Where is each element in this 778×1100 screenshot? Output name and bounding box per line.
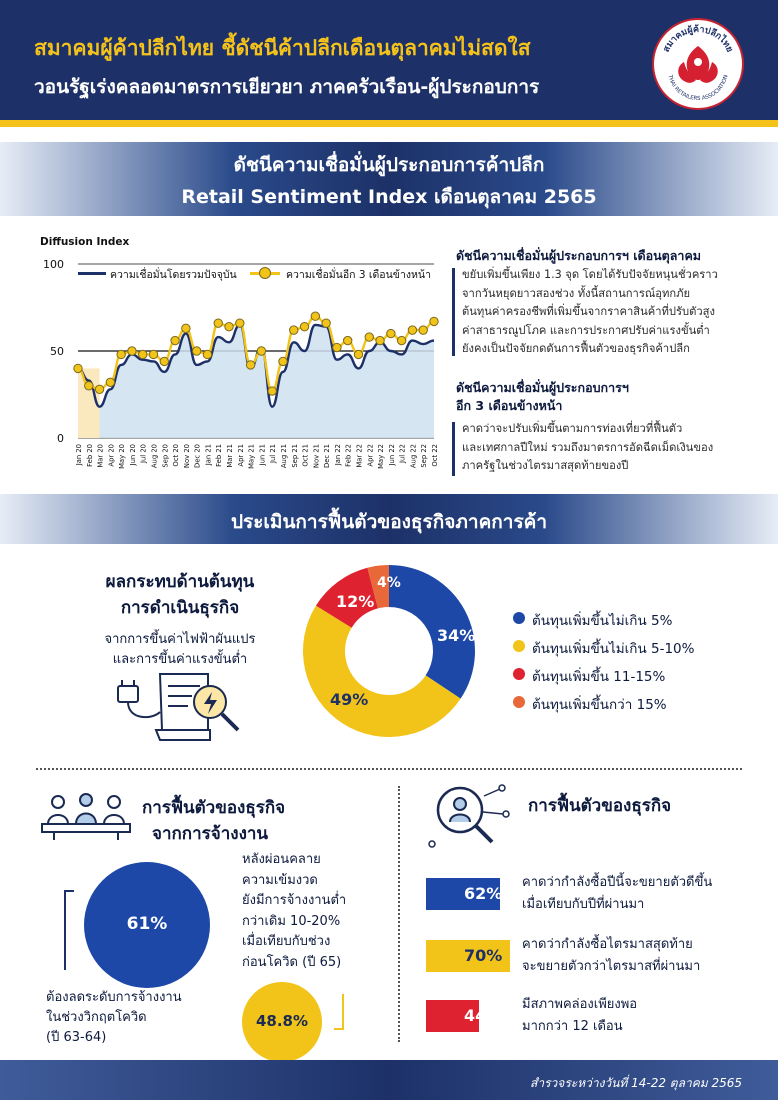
x-tick-label: Feb 22 xyxy=(344,444,353,467)
forward-index-rule xyxy=(452,422,455,476)
legend-dot-red xyxy=(513,668,525,680)
survey-date: สำรวจระหว่างวันที่ 14-22 ตุลาคม 2565 xyxy=(530,1076,742,1090)
y-tick-label: 100 xyxy=(43,258,64,271)
electric-bill-icon xyxy=(112,664,252,746)
horizontal-divider xyxy=(36,768,742,770)
forward-point-28 xyxy=(376,336,384,344)
page-subtitle: วอนรัฐเร่งคลอดมาตรการเยียวยา ภาคครัวเรือน-ผู้ประกอบการ xyxy=(34,76,540,98)
legend-current-swatch xyxy=(78,272,106,275)
current-index-rule xyxy=(452,268,455,356)
current-index-body: ขยับเพิ่มขึ้นเพียง 1.3 จุด โดยได้รับปัจจัยหนุนชั่วคราว จากวันหยุดยาวสองช่วง ทั้งนี้สถานการณ์อุทกภัย ต้นทุนค่าครองชีพที่เพิ่มขึ้นจากราคาสินค้าที่ปรับตัวสูง ค่าสาธารณูปโภค และการประกาศปรับค่าแรงขั้นต่ำ ยังคงเป็นปัจจัยกดดันการฟื้นตัวของธุรกิจค้าปลีก xyxy=(462,268,718,355)
forward-point-25 xyxy=(343,336,351,344)
logo-emblem-icon xyxy=(654,20,742,108)
employment-cut-pct: 61% xyxy=(126,914,168,934)
forward-point-15 xyxy=(236,319,244,327)
x-tick-label: Apr 22 xyxy=(366,444,375,467)
forward-point-0 xyxy=(74,364,82,372)
legend-cost-2: ต้นทุนเพิ่มขึ้นไม่เกิน 5-10% xyxy=(532,641,695,657)
legend-cost-3: ต้นทุนเพิ่มขึ้น 11-15% xyxy=(532,669,666,685)
x-tick-label: Apr 20 xyxy=(107,444,116,467)
forward-point-2 xyxy=(95,385,103,393)
x-tick-label: Oct 20 xyxy=(172,444,181,467)
legend-current-label: ความเชื่อมั่นโดยรวมปัจจุบัน xyxy=(110,269,237,281)
forward-point-19 xyxy=(279,357,287,365)
forward-point-27 xyxy=(365,333,373,341)
header-accent-stripe xyxy=(0,120,778,127)
forward-point-11 xyxy=(192,347,200,355)
forward-point-16 xyxy=(246,361,254,369)
forward-point-18 xyxy=(268,387,276,395)
vertical-divider xyxy=(398,786,400,1042)
employment-low-pct: 48.8% xyxy=(255,1012,309,1030)
legend-dot-orange xyxy=(513,696,525,708)
forward-point-3 xyxy=(106,378,114,386)
x-tick-label: Oct 21 xyxy=(301,444,310,467)
forward-point-23 xyxy=(322,319,330,327)
forward-point-4 xyxy=(117,350,125,358)
donut-pct-12: 12% xyxy=(336,592,375,611)
recovery-text-1: คาดว่ากำลังซื้อปีนี้จะขยายตัวดีขึ้น เมื่อเทียบกับปีที่ผ่านมา xyxy=(522,875,713,912)
employment-low-bracket xyxy=(334,994,344,1030)
forward-point-33 xyxy=(430,317,438,325)
cost-title-line1: ผลกระทบด้านต้นทุน xyxy=(105,572,255,592)
x-tick-label: Nov 20 xyxy=(182,444,191,469)
section-index-title-line2: Retail Sentiment Index เดือนตุลาคม 2565 xyxy=(181,186,597,208)
recovery-text-3: มีสภาพคล่องเพียงพอ มากกว่า 12 เดือน xyxy=(522,997,638,1034)
x-tick-label: Dec 21 xyxy=(323,444,332,468)
forward-point-21 xyxy=(300,322,308,330)
x-tick-label: Jul 20 xyxy=(139,444,148,464)
forward-point-7 xyxy=(149,350,157,358)
x-tick-label: Jun 20 xyxy=(128,444,137,466)
x-tick-label: Feb 20 xyxy=(85,444,94,467)
x-tick-label: Jul 21 xyxy=(269,444,278,464)
donut-pct-34: 34% xyxy=(437,626,476,645)
forward-point-8 xyxy=(160,357,168,365)
forward-point-20 xyxy=(290,326,298,334)
x-tick-label: Sep 20 xyxy=(161,444,170,468)
x-tick-label: Feb 21 xyxy=(215,444,224,467)
employment-title-line2: จากการจ้างงาน xyxy=(152,824,269,844)
x-tick-label: May 20 xyxy=(118,444,127,469)
employment-title-line1: การฟื้นตัวของธุรกิจ xyxy=(142,798,286,818)
section-assessment-title: ประเมินการฟื้นตัวของธุรกิจภาคการค้า xyxy=(230,511,548,533)
recovery-title: การฟื้นตัวของธุรกิจ xyxy=(528,796,672,816)
forward-point-29 xyxy=(387,329,395,337)
forward-point-5 xyxy=(128,347,136,355)
x-tick-label: Mar 22 xyxy=(355,444,364,468)
x-tick-label: Oct 22 xyxy=(431,444,439,467)
cost-sub-line1: จากการขึ้นค่าไฟฟ้าผันแปร xyxy=(104,632,256,647)
y-tick-label: 0 xyxy=(57,432,64,445)
forward-point-22 xyxy=(311,312,319,320)
x-tick-label: Aug 20 xyxy=(150,444,159,469)
x-tick-label: May 21 xyxy=(247,444,256,469)
x-tick-label: Sep 22 xyxy=(420,444,429,468)
x-tick-label: Jan 22 xyxy=(333,444,342,466)
meeting-people-icon xyxy=(40,790,132,842)
recovery-text-2: คาดว่ากำลังซื้อไตรมาสสุดท้าย จะขยายตัวกว่าไตรมาสที่ผ่านมา xyxy=(522,937,701,974)
forward-point-14 xyxy=(225,322,233,330)
forward-index-heading-1: ดัชนีความเชื่อมั่นผู้ประกอบการฯ xyxy=(456,380,629,395)
x-tick-label: Aug 22 xyxy=(409,444,418,469)
x-tick-label: Jan 21 xyxy=(204,444,213,466)
forward-point-24 xyxy=(333,343,341,351)
analytics-magnifier-icon xyxy=(426,778,514,858)
recovery-pct-62: 62% xyxy=(464,884,503,903)
legend-cost-4: ต้นทุนเพิ่มขึ้นกว่า 15% xyxy=(532,697,667,713)
forward-point-12 xyxy=(203,350,211,358)
x-tick-label: Jun 22 xyxy=(387,444,396,466)
x-tick-label: Mar 21 xyxy=(226,444,235,468)
section-index-title-line1: ดัชนีความเชื่อมั่นผู้ประกอบการค้าปลีก xyxy=(233,154,545,176)
forward-point-30 xyxy=(397,336,405,344)
forward-point-17 xyxy=(257,347,265,355)
legend-cost-1: ต้นทุนเพิ่มขึ้นไม่เกิน 5% xyxy=(532,613,673,629)
x-tick-label: Jan 20 xyxy=(75,444,83,466)
employment-cut-bracket xyxy=(64,890,74,970)
x-tick-label: Nov 21 xyxy=(312,444,321,469)
x-tick-label: Mar 20 xyxy=(96,444,105,468)
logo-text-top: สมาคมผู้ค้าปลีกไทย xyxy=(661,24,735,54)
forward-point-13 xyxy=(214,319,222,327)
x-tick-label: Sep 21 xyxy=(290,444,299,468)
page-title: สมาคมผู้ค้าปลีกไทย ชี้ดัชนีค้าปลีกเดือนตุลาคมไม่สดใส xyxy=(34,36,531,60)
cost-sub-line2: และการขึ้นค่าแรงขั้นต่ำ xyxy=(112,652,248,667)
current-index-heading: ดัชนีความเชื่อมั่นผู้ประกอบการฯ เดือนตุลาคม xyxy=(456,248,702,263)
employment-low-caption: หลังผ่อนคลาย ความเข้มงวด ยังมีการจ้างงานต่ำ กว่าเดิม 10-20% เมื่อเทียบกับช่วง ก่อนโควิด (ปี 65) xyxy=(242,852,347,970)
x-tick-label: May 22 xyxy=(377,444,386,469)
forward-point-26 xyxy=(354,350,362,358)
donut-pct-4: 4% xyxy=(377,575,401,591)
chart-ylabel: Diffusion Index xyxy=(40,236,130,248)
association-logo xyxy=(652,18,744,110)
x-tick-label: Apr 21 xyxy=(236,444,245,467)
forward-index-body: คาดว่าจะปรับเพิ่มขึ้นตามการท่องเที่ยวที่ฟื้นตัว และเทศกาลปีใหม่ รวมถึงมาตรการอัดฉีดเม็ดเงินของ ภาครัฐในช่วงไตรมาสสุดท้ายของปี xyxy=(462,422,714,472)
forward-point-9 xyxy=(171,336,179,344)
legend-forward-marker-icon xyxy=(259,267,271,279)
y-tick-label: 50 xyxy=(50,345,64,358)
recovery-pct-70: 70% xyxy=(464,946,503,965)
cost-title-line2: การดำเนินธุรกิจ xyxy=(120,598,240,618)
forward-point-10 xyxy=(182,324,190,332)
x-tick-label: Aug 21 xyxy=(279,444,288,469)
logo-text-bottom: THAI RETAILERS ASSOCIATION xyxy=(666,74,730,103)
legend-forward-label: ความเชื่อมั่นอีก 3 เดือนข้างหน้า xyxy=(286,269,431,281)
donut-pct-49: 49% xyxy=(330,690,369,709)
forward-point-32 xyxy=(419,326,427,334)
x-tick-label: Jun 21 xyxy=(258,444,267,466)
recovery-pct-44: 44% xyxy=(464,1006,503,1025)
forward-point-31 xyxy=(408,326,416,334)
legend-dot-yellow xyxy=(513,640,525,652)
forward-point-6 xyxy=(139,350,147,358)
forward-point-1 xyxy=(85,382,93,390)
forward-index-heading-2: อีก 3 เดือนข้างหน้า xyxy=(456,398,563,413)
sentiment-line-chart xyxy=(36,252,444,474)
legend-dot-blue xyxy=(513,612,525,624)
x-tick-label: Jul 22 xyxy=(398,444,407,464)
x-tick-label: Dec 20 xyxy=(193,444,202,468)
employment-cut-caption: ต้องลดระดับการจ้างงาน ในช่วงวิกฤตโควิด (ปี 63-64) xyxy=(46,990,182,1045)
